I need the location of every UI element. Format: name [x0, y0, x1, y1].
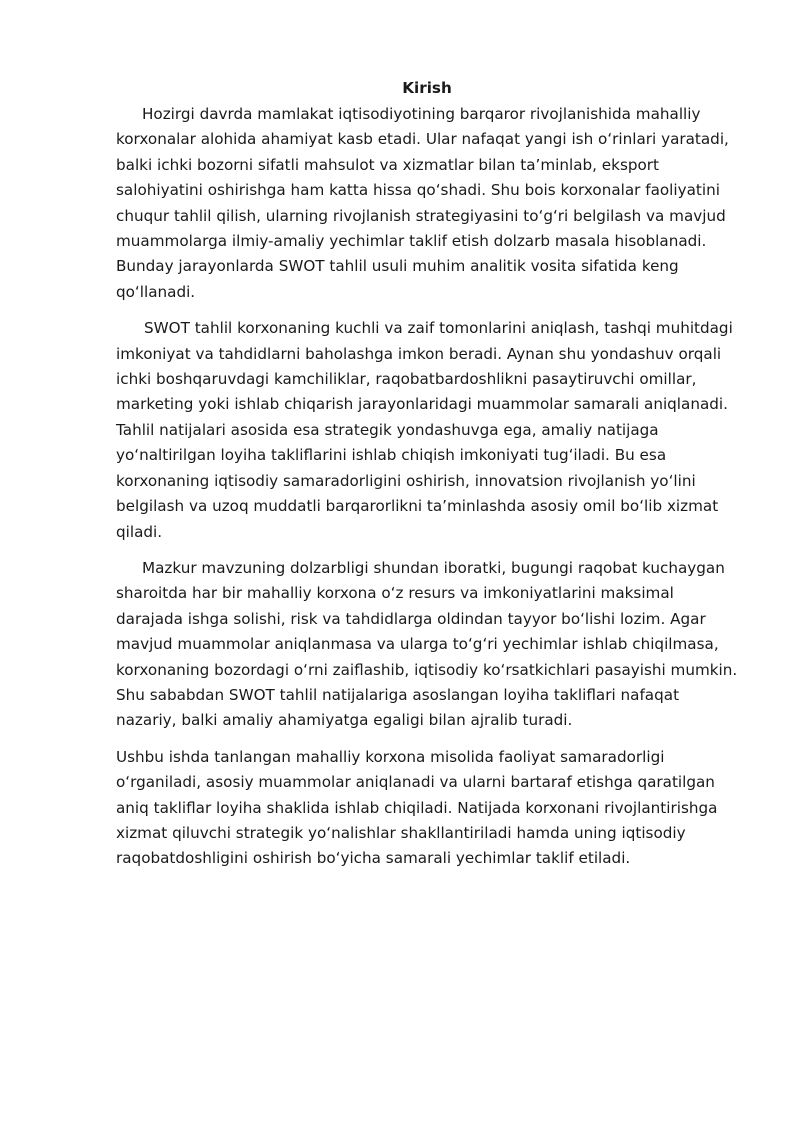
paragraph-1: Hozirgi davrda mamlakat iqtisodiyotining barqaror rivojlanishida mahalliy korxonalar alohida ahamiyat kasb etadi. Ular nafaqat yangi ish oʻrinlari yaratadi, balki ichki bozorni sifatli mahsulot va xizmatlar bilan taʼminlab, eksport salohiyatini oshirishga ham katta hissa qoʻshadi. Shu bois korxonalar faoliyatini chuqur tahlil qilish, ularning rivojlanish strategiyasini toʻgʻri belgilash va mavjud muammolarga ilmiy-amaliy yechimlar taklif etish dolzarb masala hisoblanadi. Bunday jarayonlarda SWOT tahlil usuli muhim analitik vosita sifatida keng qoʻllanadi. — [116, 105, 729, 301]
section-title: Kirish — [402, 79, 452, 97]
paragraph-2: SWOT tahlil korxonaning kuchli va zaif tomonlarini aniqlash, tashqi muhitdagi imkoniyat va tahdidlarni baholashga imkon beradi. Aynan shu yondashuv orqali ichki boshqaruvdagi kamchiliklar, raqobatbardoshlikni pasaytiruvchi omillar, marketing yoki ishlab chiqarish jarayonlaridagi muammolar samarali aniqlanadi. Tahlil natijalari asosida esa strategik yondashuvga ega, amaliy natijaga yoʻnaltirilgan loyiha takliflarini ishlab chiqish imkoniyati tugʻiladi. Bu esa korxonaning iqtisodiy samaradorligini oshirish, innovatsion rivojlanish yoʻlini belgilash va uzoq muddatli barqarorlikni taʼminlashda asosiy omil boʻlib xizmat qiladi. — [116, 319, 733, 541]
document-body — [116, 76, 738, 883]
paragraph-4: Ushbu ishda tanlangan mahalliy korxona misolida faoliyat samaradorligi oʻrganiladi, asosiy muammolar aniqlanadi va ularni bartaraf etishga qaratilgan aniq takliflar loyiha shaklida ishlab chiqiladi. Natijada korxonani rivojlantirishga xizmat qiluvchi strategik yoʻnalishlar shakllantiriladi hamda uning iqtisodiy raqobatdoshligini oshirish boʻyicha samarali yechimlar taklif etiladi. — [116, 747, 718, 868]
paragraph-3: Mazkur mavzuning dolzarbligi shundan iboratki, bugungi raqobat kuchaygan sharoitda har bir mahalliy korxona oʻz resurs va imkoniyatlarini maksimal darajada ishga solishi, risk va tahdidlarga oldindan tayyor boʻlishi lozim. Agar mavjud muammolar aniqlanmasa va ularga toʻgʻri yechimlar ishlab chiqilmasa, korxonaning bozordagi oʻrni zaiflashib, iqtisodiy koʻrsatkichlari pasayishi mumkin. Shu sababdan SWOT tahlil natijalariga asoslangan loyiha takliflari nafaqat nazariy, balki amaliy ahamiyatga egaligi bilan ajralib turadi. — [116, 558, 738, 730]
